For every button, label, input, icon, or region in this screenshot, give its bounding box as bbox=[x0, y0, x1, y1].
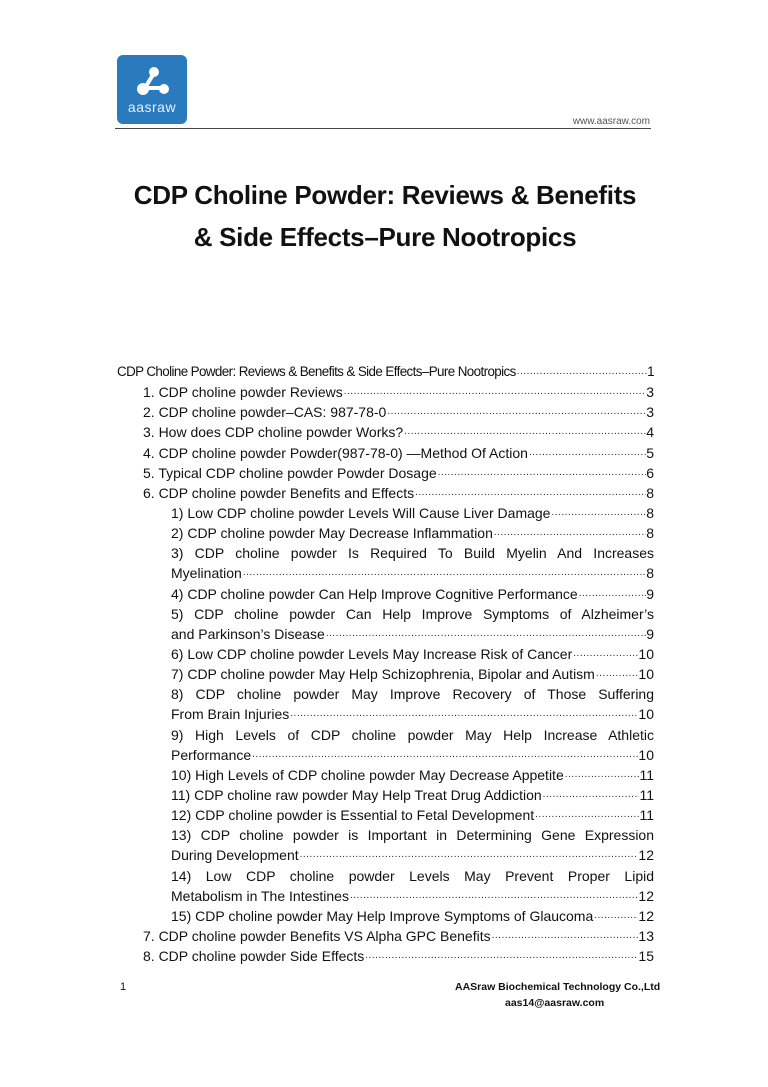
toc-entry-text: 10) High Levels of CDP choline powder May Decrease Appetite bbox=[171, 766, 564, 783]
toc-entry-text: 11) CDP choline raw powder May Help Treat Drug Addiction bbox=[171, 786, 542, 803]
toc-entry-text: CDP Choline Powder: Reviews & Benefits & Side Effects–Pure Nootropics bbox=[117, 364, 516, 379]
toc-entry-text: and Parkinson’s Disease bbox=[171, 625, 325, 642]
dot-leader bbox=[534, 805, 639, 825]
dot-leader bbox=[572, 644, 638, 664]
toc-page-number: 1 bbox=[647, 364, 654, 379]
page-number: 1 bbox=[120, 981, 127, 993]
toc-page-number: 12 bbox=[638, 847, 654, 864]
toc-entry-text: Performance bbox=[171, 746, 252, 763]
toc-entry-text: 3. How does CDP choline powder Works? bbox=[143, 424, 404, 441]
toc-page-number: 4 bbox=[646, 424, 654, 441]
toc-page-number: 10 bbox=[638, 706, 654, 723]
toc-page-number: 5 bbox=[646, 444, 654, 461]
toc-entry[interactable] bbox=[117, 825, 654, 845]
toc-entry[interactable] bbox=[117, 563, 654, 583]
toc-entry[interactable] bbox=[117, 382, 654, 402]
dot-leader bbox=[516, 362, 647, 382]
toc-entry-text: 1) Low CDP choline powder Levels Will Cause Liver Damage bbox=[171, 504, 551, 521]
toc-entry[interactable] bbox=[117, 362, 654, 382]
dot-leader bbox=[493, 523, 646, 543]
aasraw-logo bbox=[117, 55, 187, 124]
molecule-icon bbox=[117, 55, 187, 101]
toc-page-number: 12 bbox=[638, 887, 654, 904]
dot-leader bbox=[325, 624, 646, 644]
toc-entry-text: 13) CDP choline powder is Important in Determining Gene Expression bbox=[171, 827, 654, 844]
toc-entry-text: Metabolism in The Intestines bbox=[171, 887, 349, 904]
toc-entry[interactable] bbox=[117, 523, 654, 543]
toc-page-number: 8 bbox=[646, 484, 654, 501]
dot-leader bbox=[343, 382, 646, 402]
toc-page-number: 9 bbox=[646, 585, 654, 602]
toc-entry[interactable] bbox=[117, 745, 654, 765]
website-url[interactable]: www.aasraw.com bbox=[572, 116, 650, 127]
dot-leader bbox=[403, 422, 646, 442]
toc-entry[interactable] bbox=[117, 845, 654, 865]
toc-entry-text: Myelination bbox=[171, 565, 242, 582]
dot-leader bbox=[578, 584, 646, 604]
toc-entry-text: 7) CDP choline powder May Help Schizophrenia, Bipolar and Autism bbox=[171, 666, 595, 683]
dot-leader bbox=[550, 503, 646, 523]
footer-company: AASraw Biochemical Technology Co.,Ltd bbox=[455, 981, 661, 993]
footer-email[interactable]: aas14@aasraw.com bbox=[505, 997, 605, 1009]
toc-entry[interactable] bbox=[117, 624, 654, 644]
toc-entry[interactable] bbox=[117, 886, 654, 906]
toc-page-number: 12 bbox=[638, 907, 654, 924]
dot-leader bbox=[542, 785, 640, 805]
dot-leader bbox=[386, 402, 646, 422]
toc-entry[interactable] bbox=[117, 785, 654, 805]
toc-entry-text: From Brain Injuries bbox=[171, 706, 290, 723]
toc-page-number: 10 bbox=[638, 645, 654, 662]
toc-entry[interactable] bbox=[117, 926, 654, 946]
toc-entry-text: 14) Low CDP choline powder Levels May Prevent Proper Lipid bbox=[171, 867, 654, 884]
logo-text: aasraw bbox=[127, 99, 177, 115]
toc-page-number: 3 bbox=[646, 384, 654, 401]
toc-entry-text: 4. CDP choline powder Powder(987-78-0) —Method Of Action bbox=[143, 444, 528, 461]
toc-entry[interactable] bbox=[117, 503, 654, 523]
toc-entry[interactable] bbox=[117, 463, 654, 483]
toc-entry[interactable] bbox=[117, 402, 654, 422]
toc-entry-text: 7. CDP choline powder Benefits VS Alpha GPC Benefits bbox=[143, 927, 491, 944]
toc-entry[interactable] bbox=[117, 664, 654, 684]
table-of-contents bbox=[117, 362, 654, 966]
dot-leader bbox=[595, 664, 639, 684]
toc-page-number: 8 bbox=[646, 565, 654, 582]
toc-entry[interactable] bbox=[117, 805, 654, 825]
toc-page-number: 11 bbox=[639, 766, 654, 783]
toc-entry-text: 5) CDP choline powder Can Help Improve Symptoms of Alzheimer’s bbox=[171, 605, 654, 622]
toc-entry-text: 2. CDP choline powder–CAS: 987-78-0 bbox=[143, 404, 387, 421]
toc-page-number: 11 bbox=[639, 786, 654, 803]
toc-entry[interactable] bbox=[117, 765, 654, 785]
toc-page-number: 8 bbox=[646, 525, 654, 542]
toc-entry[interactable] bbox=[117, 422, 654, 442]
toc-entry[interactable] bbox=[117, 543, 654, 563]
toc-page-number: 15 bbox=[638, 948, 654, 965]
toc-entry[interactable] bbox=[117, 644, 654, 664]
toc-entry-text: 12) CDP choline powder is Essential to Fetal Development bbox=[171, 807, 535, 824]
toc-entry[interactable] bbox=[117, 866, 654, 886]
dot-leader bbox=[414, 483, 646, 503]
toc-entry-text: 9) High Levels of CDP choline powder May Help Increase Athletic bbox=[171, 726, 654, 743]
toc-entry-text: 6. CDP choline powder Benefits and Effects bbox=[143, 484, 415, 501]
dot-leader bbox=[437, 463, 647, 483]
toc-page-number: 8 bbox=[646, 504, 654, 521]
dot-leader bbox=[242, 563, 646, 583]
toc-entry[interactable] bbox=[117, 725, 654, 745]
dot-leader bbox=[251, 745, 638, 765]
dot-leader bbox=[289, 704, 638, 724]
toc-entry-text: 15) CDP choline powder May Help Improve Symptoms of Glaucoma bbox=[171, 907, 594, 924]
toc-page-number: 13 bbox=[638, 927, 654, 944]
toc-entry[interactable] bbox=[117, 483, 654, 503]
toc-entry[interactable] bbox=[117, 946, 654, 966]
dot-leader bbox=[564, 765, 640, 785]
toc-page-number: 6 bbox=[646, 464, 654, 481]
toc-entry[interactable] bbox=[117, 443, 654, 463]
toc-page-number: 11 bbox=[639, 807, 654, 824]
title-line-2: & Side Effects–Pure Nootropics bbox=[193, 222, 577, 252]
toc-entry-text: 1. CDP choline powder Reviews bbox=[143, 384, 343, 401]
toc-entry-text: During Development bbox=[171, 847, 299, 864]
toc-entry-text: 4) CDP choline powder Can Help Improve Cognitive Performance bbox=[171, 585, 578, 602]
dot-leader bbox=[593, 906, 638, 926]
toc-page-number: 3 bbox=[646, 404, 654, 421]
toc-entry-text: 3) CDP choline powder Is Required To Build Myelin And Increases bbox=[171, 545, 654, 562]
toc-entry[interactable] bbox=[117, 906, 654, 926]
toc-page-number: 9 bbox=[646, 625, 654, 642]
toc-entry[interactable] bbox=[117, 604, 654, 624]
toc-entry[interactable] bbox=[117, 584, 654, 604]
toc-entry-text: 8) CDP choline powder May Improve Recovery of Those Suffering bbox=[171, 686, 654, 703]
dot-leader bbox=[528, 443, 646, 463]
toc-entry[interactable] bbox=[117, 704, 654, 724]
toc-entry-text: 8. CDP choline powder Side Effects bbox=[143, 948, 365, 965]
toc-page-number: 10 bbox=[638, 666, 654, 683]
dot-leader bbox=[364, 946, 638, 966]
toc-entry[interactable] bbox=[117, 684, 654, 704]
dot-leader bbox=[299, 845, 639, 865]
title-line-1: CDP Choline Powder: Reviews & Benefits bbox=[133, 180, 637, 210]
toc-entry-text: 5. Typical CDP choline powder Powder Dosage bbox=[143, 464, 437, 481]
toc-entry-text: 6) Low CDP choline powder Levels May Increase Risk of Cancer bbox=[171, 645, 573, 662]
dot-leader bbox=[349, 886, 638, 906]
toc-entry-text: 2) CDP choline powder May Decrease Inflammation bbox=[171, 525, 493, 542]
toc-page-number: 10 bbox=[638, 746, 654, 763]
dot-leader bbox=[491, 926, 639, 946]
document-title bbox=[100, 174, 670, 258]
header-divider bbox=[115, 128, 651, 129]
